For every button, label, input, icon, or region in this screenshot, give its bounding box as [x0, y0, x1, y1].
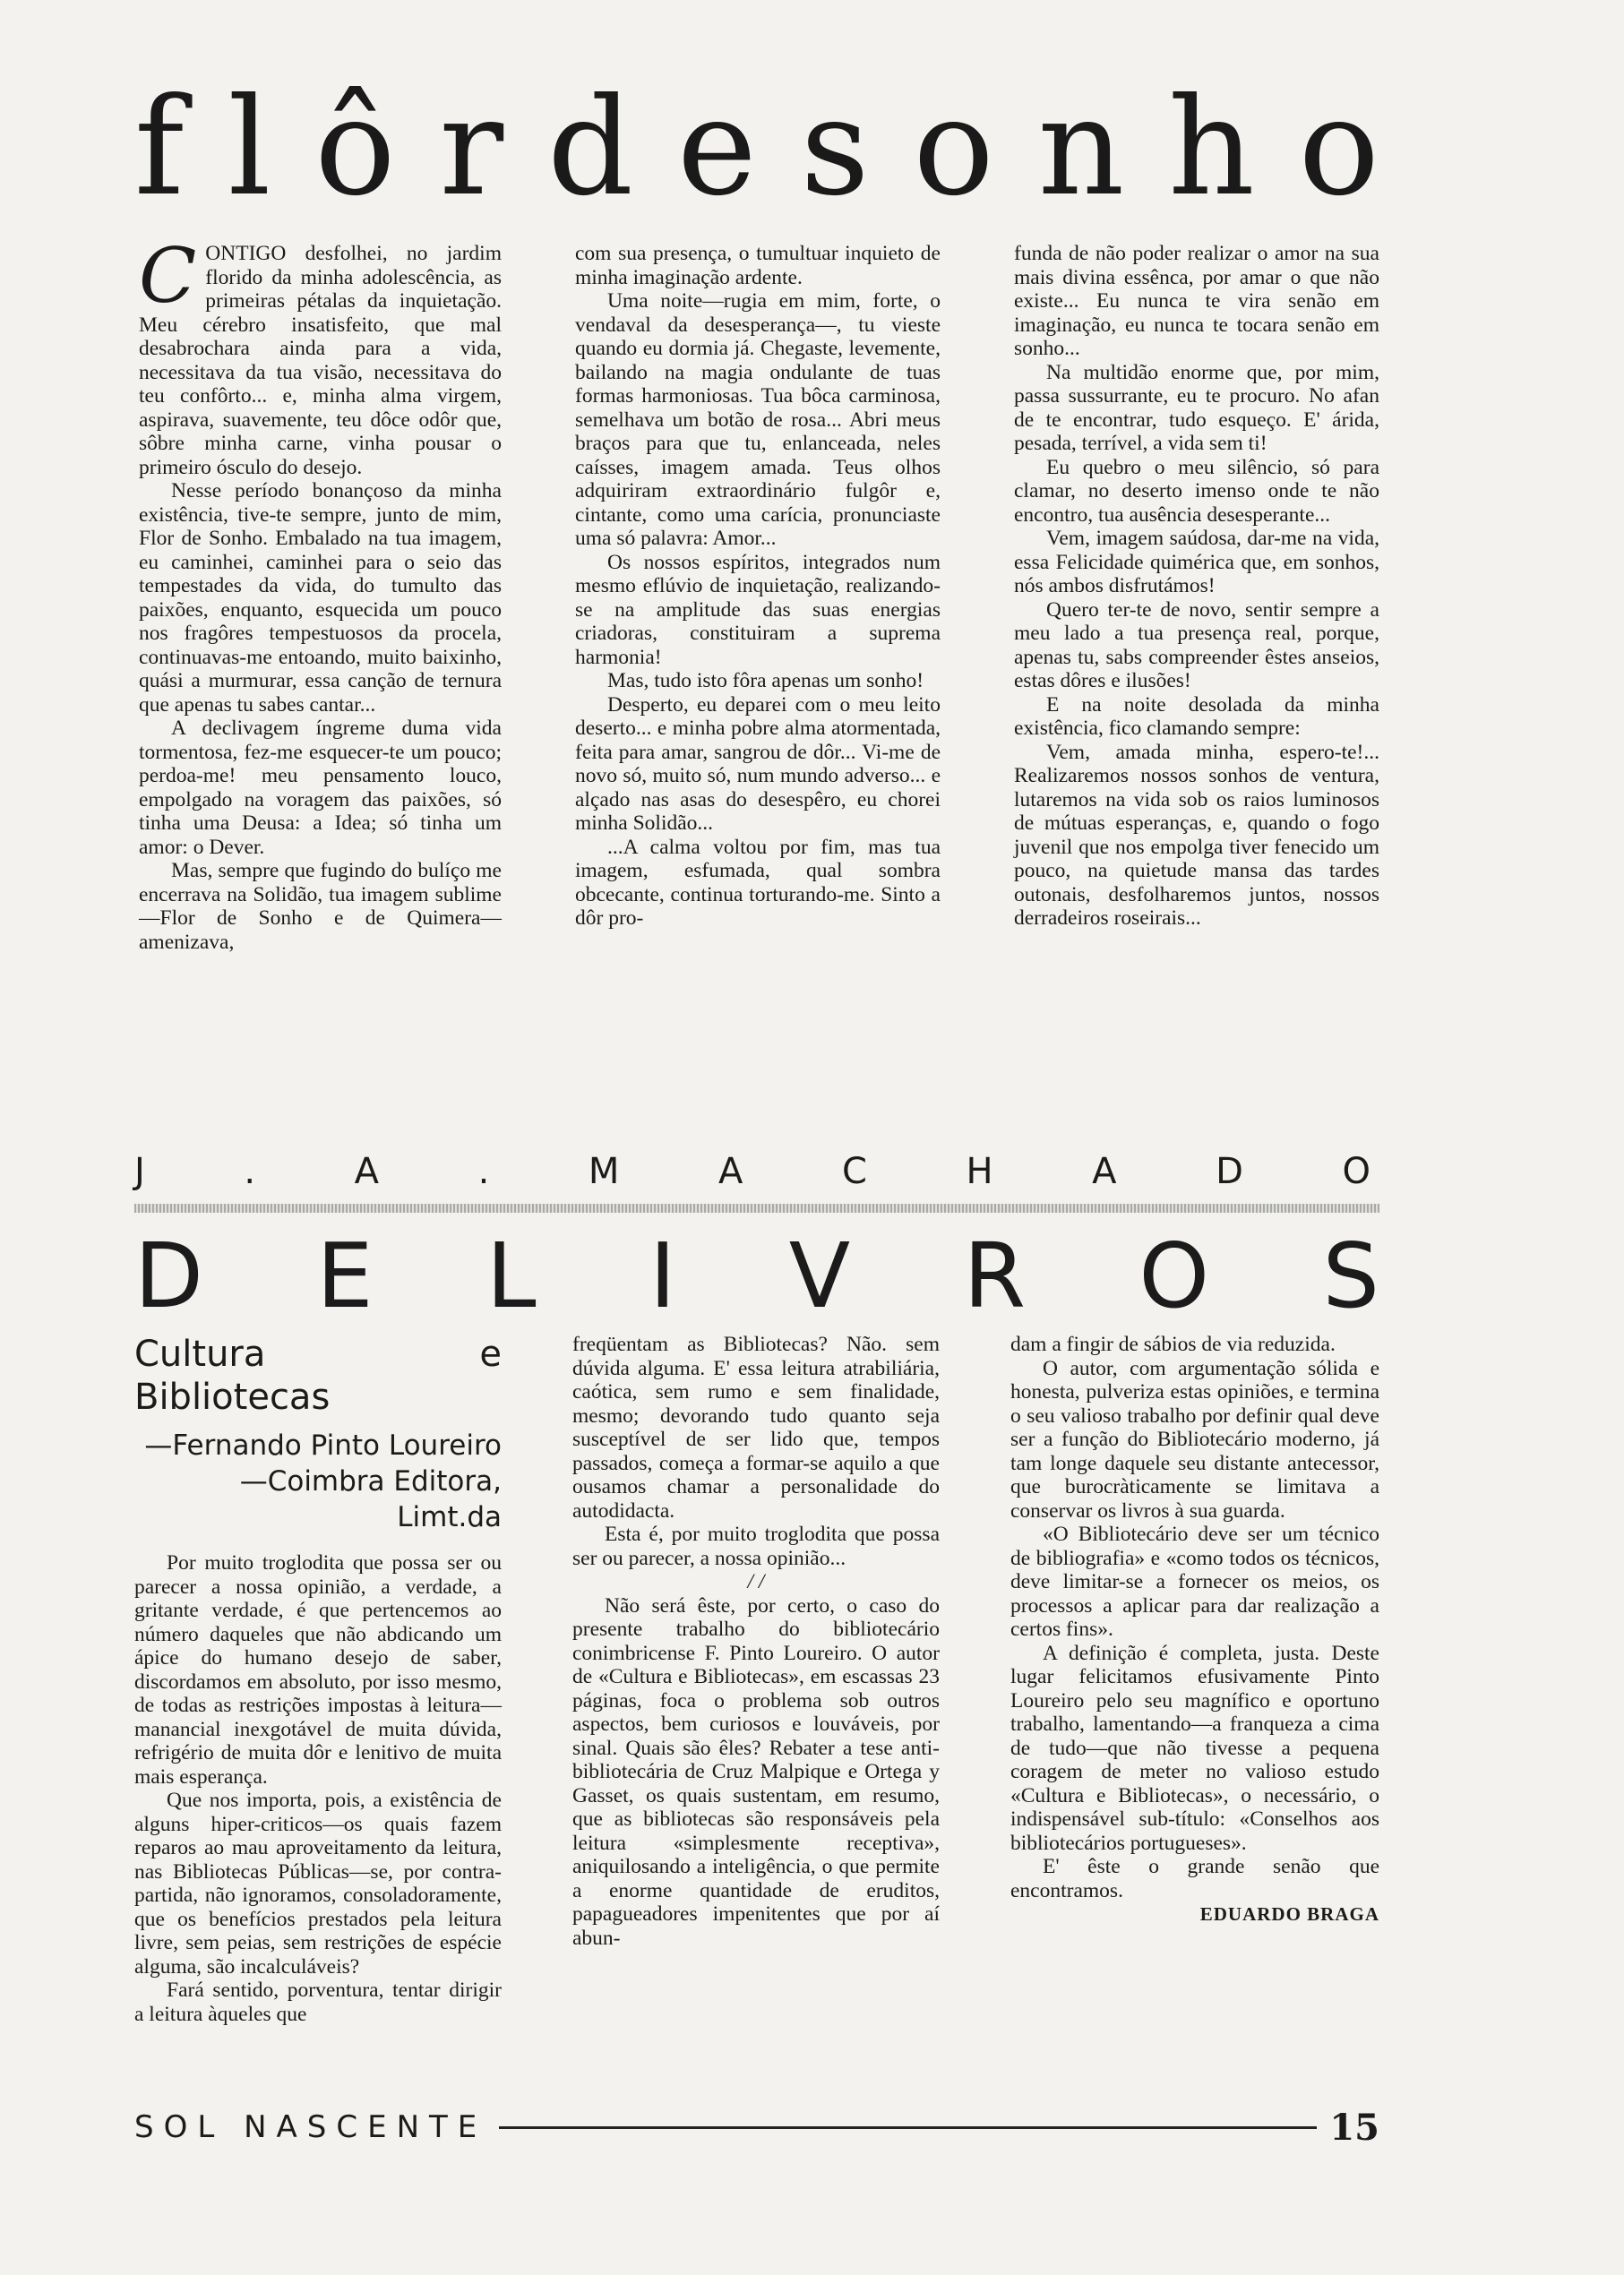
paragraph: E' êste o grande senão que encontramos. [1010, 1855, 1379, 1902]
review-body [134, 1333, 1379, 2026]
title-letter: h [1168, 70, 1255, 226]
paragraph: Quero ter-te de novo, sentir sempre a meu lado a tua presença real, porque, apenas tu, sabs compreender êstes anseios, estas dôres e ilusões! [1014, 597, 1379, 692]
paragraph: Eu quebro o meu silêncio, só para clamar, no deserto imenso onde te não encontro, tua ausência desesperante... [1014, 455, 1379, 527]
author-signature [134, 1151, 1371, 1192]
review-signature: EDUARDO BRAGA [1199, 1903, 1379, 1925]
signature-letter: J [134, 1151, 145, 1192]
paragraph: Esta é, por muito troglodita que possa ser ou parecer, a nossa opinião... [572, 1523, 940, 1570]
title-letter: E [316, 1223, 374, 1328]
title-letter: R [963, 1223, 1027, 1328]
review-author: —Fernando Pinto Loureiro [144, 1429, 502, 1462]
article-column-1 [139, 232, 502, 954]
paragraph: funda de não poder realizar o amor na sua mais divina essênca, por amar o que não existe... Eu nunca te vira senão em imaginação, eu nunca te tocara senão em sonho... [1014, 242, 1379, 360]
paragraph: Não será êste, por certo, o caso do presente trabalho do bibliotecário conimbricense F. Pinto Loureiro. O autor de «Cultura e Bibliotecas», em escassas 23 páginas, foca o problema sob outros aspectos, bem curiosos e louváveis, por sinal. Quais são êles? Rebater a tese anti-bibliotecária de Cruz Malpique e Ortega y Gasset, os quais sustentam, em resumo, que as bibliotecas são responsáveis pela leitura «simplesmente receptiva», aniquilosando a inteligência, o que permite a enorme quantidade de eruditos, papagueadores impenitentes que por aí abun- [572, 1593, 940, 1950]
review-header [134, 1333, 502, 1535]
signature-letter: C [841, 1151, 867, 1192]
article-column-3 [1014, 242, 1379, 954]
title-letter: D [134, 1223, 204, 1328]
signature-letter: M [588, 1151, 620, 1192]
title-letter: o [913, 70, 994, 226]
paragraph: dam a fingir de sábios de via reduzida. [1010, 1333, 1336, 1356]
drop-cap: C [139, 232, 197, 320]
title-letter: n [1037, 70, 1125, 226]
signature-letter: H [966, 1151, 993, 1192]
paragraph: ONTIGO desfolhei, no jardim florido da minha adolescência, as primeiras pétalas da inquietação. Meu cérebro insatisfeito, que mal desabrochara ainda para a vida, necessitava da tua visão, necessitava do teu confôrto... e, minha alma virgem, aspirava, suavemente, teu dôce odôr que, sôbre minha carne, vinha pousar o primeiro ósculo do desejo. [139, 242, 502, 479]
page-footer [134, 2105, 1379, 2150]
paragraph: Vem, amada minha, espero-te!... Realizaremos nossos sonhos de ventura, lutaremos na vida sob os raios luminosos de mútuas esperanças, e, quando o fogo juvenil que nos empolga tiver fenecido um pouco, na quietude mansa das tardes outonais, desfolharemos juntos, nossos derradeiros roseirais... [1014, 740, 1379, 930]
publication-name: SOL NASCENTE [134, 2109, 487, 2145]
paragraph: O autor, com argumentação sólida e honesta, pulveriza estas opiniões, e termina o seu valioso trabalho por definir qual deve ser a função do Bibliotecário moderno, já tam longe daquele seu distante antecessor, que burocràticamente se limitava a conservar os livros à sua guarda. [1010, 1356, 1379, 1523]
title-letter: e [676, 70, 757, 226]
signature-letter: A [354, 1151, 380, 1192]
title-letter: O [1139, 1223, 1210, 1328]
signature-letter: . [477, 1151, 490, 1192]
review-column-2 [572, 1333, 940, 2026]
title-letter: s [800, 70, 870, 226]
paragraph: Os nossos espíritos, integrados num mesmo eflúvio de inquietação, realizando-se na amplitude das suas energias criadoras, constituiram a suprema harmonia! [575, 550, 941, 669]
title-letter: r [439, 70, 504, 226]
title-letter: l [228, 70, 271, 226]
article-column-2 [575, 242, 941, 954]
signature-letter: A [718, 1151, 743, 1192]
paragraph: ...A calma voltou por fim, mas tua imagem, esfumada, qual sombra obcecante, continua torturando-me. Sinto a dôr pro- [575, 835, 941, 930]
title-letter: o [1298, 70, 1379, 226]
paragraph: Mas, sempre que fugindo do bulíço me encerrava na Solidão, tua imagem sublime—Flor de Sonho e de Quimera—amenizava, [139, 859, 502, 954]
signature-letter: O [1342, 1151, 1371, 1192]
page-number: 15 [1329, 2106, 1379, 2149]
paragraph: A definição é completa, justa. Deste lugar felicitamos efusivamente Pinto Loureiro pelo seu magnífico e oportuno trabalho, lamentando—a franqueza a cima de tudo—que não tivesse a pequena coragem de meter no valioso estudo «Cultura e Bibliotecas», o necessário, o indispensável sub-título: «Conselhos aos bibliotecários portugueses». [1010, 1641, 1379, 1855]
paragraph: Nesse período bonançoso da minha existência, tive-te sempre, junto de mim, Flor de Sonho. Embalado na tua imagem, eu caminhei, caminhei para o seio das tempestades da vida, do tumulto das paixões, enquanto, esquecida um pouco nos fragôres tempestuosos da procela, continuavas-me entoando, muito baixinho, quási a murmurar, essa canção de ternura que apenas tu sabes cantar... [139, 479, 502, 717]
article-title [134, 70, 1379, 226]
title-letter: d [547, 70, 634, 226]
paragraph: Desperto, eu deparei com o meu leito deserto... e minha pobre alma atormentada, feita para amar, sangrou de dôr... Vi-me de novo só, muito só, num mundo adverso... e alçado nas asas do desespêro, eu chorei minha Solidão... [575, 692, 941, 835]
paragraph: freqüentam as Bibliotecas? Não. sem dúvida alguma. E' essa leitura atrabiliária, caótica, sem rumo e sem finalidade, mesmo; devorando tudo quanto seja susceptível de ser lido que, tempos passados, começa a formar-se aquilo a que ousamos chamar a personalidade do autodidacta. [572, 1333, 940, 1523]
review-publisher: —Coimbra Editora, Limt.da [239, 1465, 502, 1533]
review-column-3 [1010, 1333, 1379, 2026]
title-letter: S [1322, 1223, 1379, 1328]
signature-letter: . [244, 1151, 256, 1192]
article-body [139, 232, 1379, 954]
paragraph: Por muito troglodita que possa ser ou parecer a nossa opinião, a verdade, a gritante verdade, é que pertencemos ao número daqueles que não abdicando um ápice do humano desejo de saber, discordamos em absoluto, por isso mesmo, de todas as restrições impostas à leitura—manancial inexgotável de muita dúvida, refrigério de muita dôr e lenitivo de muita mais esperança. [134, 1551, 502, 1789]
signature-letter: A [1092, 1151, 1117, 1192]
paragraph: com sua presença, o tumultuar inquieto de minha imaginação ardente. [575, 242, 941, 289]
paragraph: Mas, tudo isto fôra apenas um sonho! [607, 669, 924, 692]
title-letter: f [134, 70, 185, 226]
signature-letter: D [1216, 1151, 1243, 1192]
paragraph: E na noite desolada da minha existência, fico clamando sempre: [1014, 692, 1379, 740]
paragraph: Fará sentido, porventura, tentar dirigir a leitura àqueles que [134, 1979, 502, 2026]
paragraph: «O Bibliotecário deve ser um técnico de bibliografia» e «como todos os técnicos, deve limitar-se a fornecer os meios, os processos a aplicar para dar realização a certos fins». [1010, 1523, 1379, 1641]
title-letter: L [485, 1223, 537, 1328]
title-letter: I [649, 1223, 676, 1328]
separator-mark: / / [747, 1570, 765, 1593]
section-divider [134, 1204, 1379, 1213]
paragraph: Vem, imagem saúdosa, dar-me na vida, essa Felicidade quimérica que, em sonhos, nós ambos disfrutámos! [1014, 527, 1379, 597]
title-letter: V [788, 1223, 851, 1328]
review-column-1 [134, 1333, 502, 2026]
review-title: Cultura e Bibliotecas [134, 1334, 502, 1418]
footer-rule [499, 2126, 1317, 2129]
paragraph: Que nos importa, pois, a existência de alguns hiper-criticos—os quais fazem reparos ao mau aproveitamento da leitura, nas Bibliotecas Públicas—se, por contra-partida, não ignoramos, consoladoramente, que os benefícios prestados pela leitura livre, sem peias, sem restrições de espécie alguma, são incalculáveis? [134, 1789, 502, 1979]
paragraph: A declivagem íngreme duma vida tormentosa, fez-me esquecer-te um pouco; perdoa-me! meu pensamento louco, empolgado na voragem das paixões, só tinha uma Deusa: a Idea; só tinha um amor: o Dever. [139, 717, 502, 859]
section-title [134, 1223, 1379, 1328]
paragraph: Uma noite—rugia em mim, forte, o vendaval da desesperança—, tu vieste quando eu dormia já. Chegaste, levemente, bailando na magia ondulante de tuas formas harmoniosas. Tua bôca carminosa, semelhava um botão de rosa... Abri meus braços para que tu, enlanceada, neles caísses, imagem amada. Teus olhos adquiriram extraordinário fulgôr e, cintante, como uma carícia, pronunciaste uma só palavra: Amor... [575, 289, 941, 550]
title-letter: ô [314, 70, 396, 226]
paragraph: Na multidão enorme que, por mim, passa sussurrante, eu te procuro. No afan de te encontrar, tudo esqueço. E' árida, pesada, terrível, a vida sem ti! [1014, 360, 1379, 455]
